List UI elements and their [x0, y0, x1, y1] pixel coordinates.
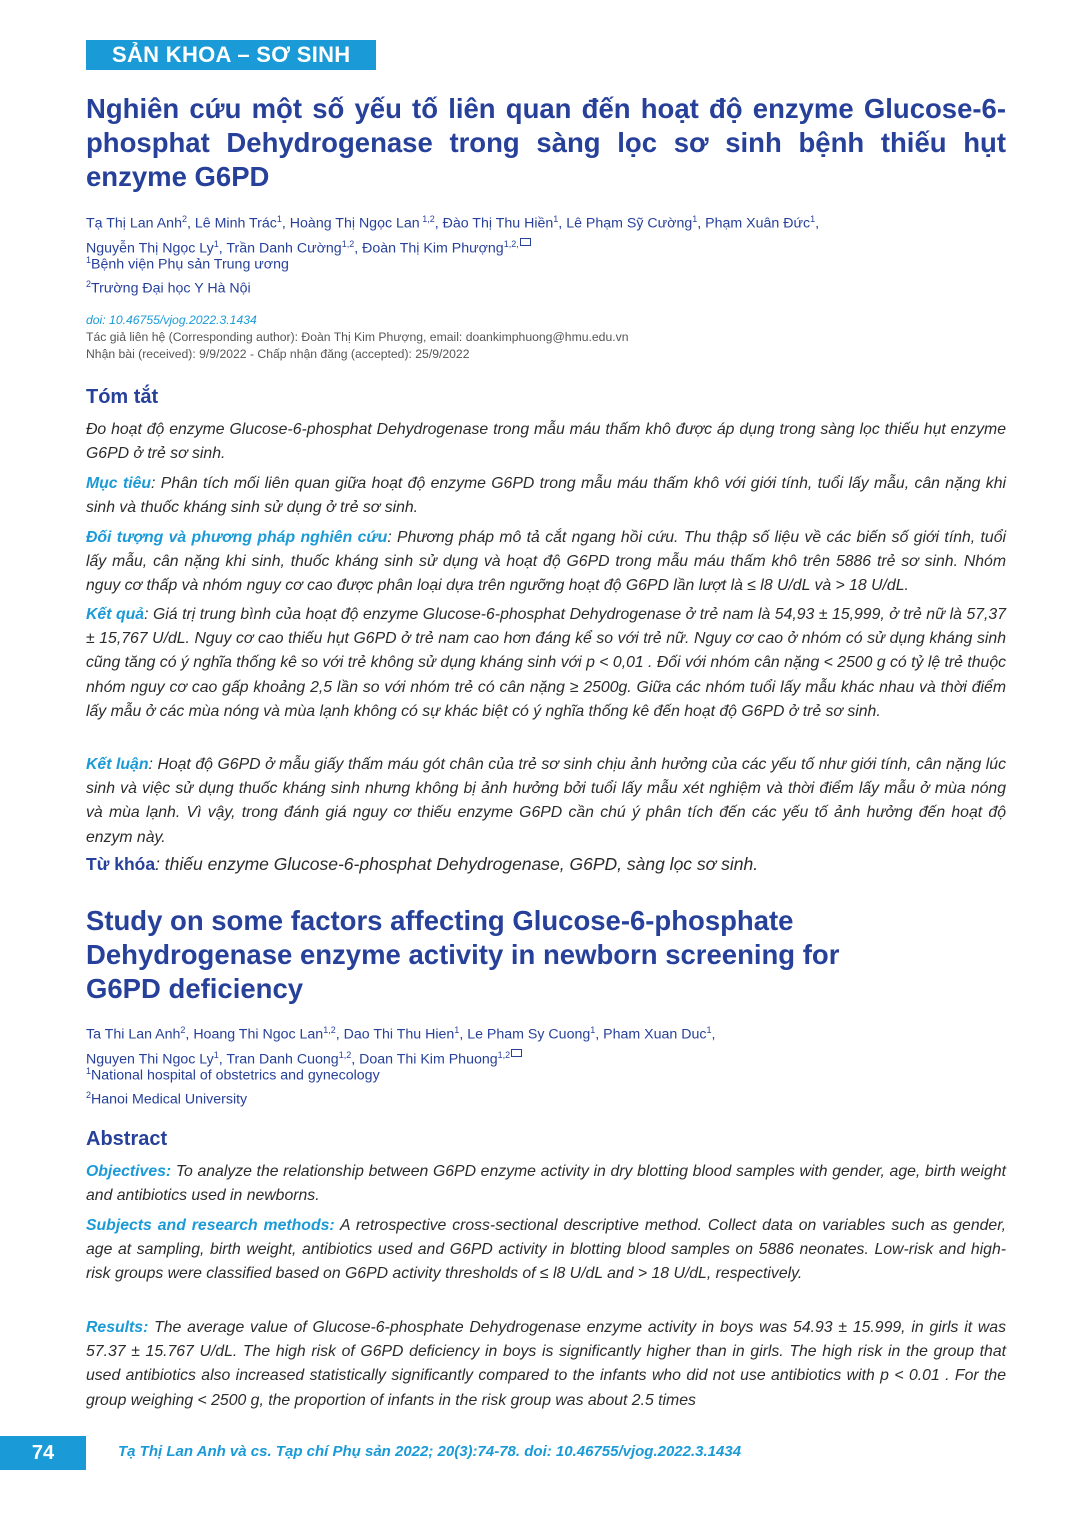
objectives-label: Mục tiêu — [86, 475, 152, 492]
affiliation: $^1$Bệnh viện Phụ sản Trung ương — [86, 255, 289, 273]
author-name: Nguyen Thi Ngoc Ly — [86, 1051, 214, 1068]
keywords-vn: Từ khóa: thiếu enzyme Glucose-6-phosphat Dehydrogenase, G6PD, sàng lọc sơ sinh. — [86, 854, 759, 874]
affiliation-list-en — [86, 1062, 380, 1109]
author-affiliation-sup: 1 — [454, 1025, 460, 1035]
author-affiliation-sup: 1 — [276, 214, 282, 224]
author-affiliation-sup: 1 — [213, 238, 219, 249]
affiliation: $^1$National hospital of obstetrics and gynecology — [86, 1066, 380, 1084]
abstract-heading-en: Abstract — [86, 1128, 168, 1150]
doi-link[interactable]: doi: 10.46755/vjog.2022.3.1434 — [86, 313, 257, 327]
objectives-paragraph-en: Objectives: To analyze the relationship between G6PD enzyme activity in dry blotting blood samples with gender, age, birth weight and antibiotics used in newborns. — [86, 1163, 1006, 1205]
intro-paragraph-vn: Đo hoạt độ enzyme Glucose-6-phosphat Dehydrogenase trong mẫu máu thấm khô được áp dụng trong sàng lọc thiếu hụt enzyme G6PD ở trẻ sơ sinh. — [86, 421, 1006, 463]
author-list-vn: Tạ Thị Lan Anh$^2$, Lê Minh Trác$^1$, Hoàng Thị Ngọc Lan $^{1,2}$, Đào Thị Thu Hiền$^1$, Lê Phạm Sỹ Cường$^1$, Phạm Xuân Đức$^1$, Nguyễn Thị Ngọc Ly$^1$, Trần Danh Cường$^{1,2}$, Đoàn Thị Kim Phượng$^{1,2,}$ — [86, 214, 820, 257]
keywords-label: Từ khóa — [86, 854, 156, 874]
author-name: Hoang Thi Ngoc Lan — [193, 1026, 324, 1043]
author-name: Tran Danh Cuong — [226, 1051, 339, 1068]
envelope-icon — [511, 1049, 522, 1057]
author-affiliation-sup: 1 — [692, 214, 698, 224]
abstract-heading-vn: Tóm tắt — [86, 386, 159, 408]
author-affiliation-sup: 1 — [213, 1049, 219, 1060]
corresponding-author: Tác giả liên hệ (Corresponding author): Đoàn Thị Kim Phượng, email: doankimphuong@hmu.edu.vn — [86, 330, 629, 344]
author-name: Doan Thi Kim Phuong — [359, 1051, 498, 1068]
author-affiliation-sup: 1 — [810, 214, 816, 224]
article-title-en: Study on some factors affecting Glucose-6-phosphate Dehydrogenase enzyme activity in newborn screening for G6PD deficiency — [86, 905, 840, 1004]
conclusion-label: Kết luận — [86, 756, 149, 773]
footer-citation: Tạ Thị Lan Anh và cs. Tạp chí Phụ sản 2022; 20(3):74-78. doi: 10.46755/vjog.2022.3.1434 — [118, 1443, 742, 1460]
author-name: Trần Danh Cường — [226, 240, 342, 257]
author-name: Lê Phạm Sỹ Cường — [566, 215, 693, 232]
results-paragraph-vn: Kết quả: Giá trị trung bình của hoạt độ enzyme Glucose-6-phosphat Dehydrogenase ở trẻ nam là 54,93 ± 15,999, ở trẻ nữ là 57,37 ± 15,767 U/dL. Nguy cơ cao thiếu hụt G6PD ở trẻ nam cao hơn đáng kể so với trẻ nữ. Nguy cơ cao ở nhóm có sử dụng kháng sinh cũng tăng có ý nghĩa thống kê so với trẻ không sử dụng kháng sinh với p < 0,01 . Đối với nhóm cân nặng < 2500 g có tỷ lệ trẻ thuộc nhóm nguy cơ cao gấp khoảng 2,5 lần so với nhóm trẻ có cân nặng ≥ 2500g. Giữa các nhóm tuổi lấy mẫu khác nhau và thời điểm lấy mẫu ở các mùa nóng và mùa lạnh không có sự khác biệt có ý nghĩa thống kê đến hoạt độ G6PD ở trẻ sơ sinh. — [86, 606, 1006, 720]
conclusion-paragraph-vn: Kết luận: Hoạt độ G6PD ở mẫu giấy thấm máu gót chân của trẻ sơ sinh chịu ảnh hưởng của các yếu tố như giới tính, cân nặng lúc sinh và việc sử dụng thuốc kháng sinh nhưng không bị ảnh hưởng bởi tuổi lấy mẫu xét nghiệm và thời điểm lấy mẫu ở mùa nóng và mùa lạnh. Vì vậy, trong đánh giá nguy cơ thiếu enzyme G6PD cần chú ý phân tích đến các yếu tố ảnh hưởng đến hoạt độ enzym này. — [86, 756, 1006, 846]
objectives-paragraph-vn: Mục tiêu: Phân tích mối liên quan giữa hoạt độ enzyme G6PD trong mẫu máu thấm khô với giới tính, tuổi lấy mẫu, cân nặng khi sinh và thuốc kháng sinh sử dụng ở trẻ sơ sinh. — [86, 475, 1006, 517]
author-affiliation-sup: 1,2 — [338, 1049, 352, 1060]
article-meta — [86, 312, 629, 363]
author-name: Tạ Thị Lan Anh — [86, 215, 182, 232]
author-affiliation-sup: 1,2 — [341, 238, 355, 249]
affiliation-list-vn — [86, 251, 289, 298]
results-label: Kết quả — [86, 606, 145, 623]
author-name: Nguyễn Thị Ngọc Ly — [86, 240, 214, 257]
author-affiliation-sup: 2 — [181, 214, 187, 224]
methods-paragraph-vn: Đối tượng và phương pháp nghiên cứu: Phương pháp mô tả cắt ngang hồi cứu. Thu thập số liệu về các biến số giới tính, tuổi lấy mẫu, cân nặng khi sinh, thuốc kháng sinh sử dụng và hoạt độ G6PD trong mẫu máu thấm khô trên 5886 trẻ sơ sinh. Nhóm nguy cơ thấp và nhóm nguy cơ cao được phân loại dựa trên ngưỡng hoạt độ G6PD lần lượt là ≤ l8 U/dL và > 18 U/dL. — [86, 529, 1006, 595]
methods-paragraph-en: Subjects and research methods: A retrospective cross-sectional descriptive method. Collect data on variables such as gender, age at sampling, birth weight, antibiotics used and G6PD activity in blotting blood samples on 5886 neonates. Low-risk and high-risk groups were classified based on G6PD activity thresholds of ≤ l8 U/dL and > 18 U/dL, respectively. — [86, 1217, 1006, 1283]
affiliation: $^2$Hanoi Medical University — [86, 1089, 248, 1108]
methods-label: Subjects and research methods: — [86, 1217, 335, 1234]
page-number: 74 — [0, 1436, 86, 1470]
author-name: Ta Thi Lan Anh — [86, 1026, 181, 1043]
author-affiliation-sup: 1,2 — [419, 214, 435, 224]
results-paragraph-en: Results: The average value of Glucose-6-phosphate Dehydrogenase enzyme activity in boys was 54.93 ± 15.999, in girls it was 57.37 ± 15.767 U/dL. The high risk of G6PD deficiency in boys is significantly higher than in girls. The high risk in the group that used antibiotics also increased statistically significantly compared to the infants who did not use antibiotics with p < 0.01 . For the group weighing < 2500 g, the proportion of infants in the risk group was about 2.5 times — [86, 1319, 1006, 1409]
received-accepted-dates: Nhận bài (received): 9/9/2022 - Chấp nhận đăng (accepted): 25/9/2022 — [86, 347, 470, 361]
methods-label: Đối tượng và phương pháp nghiên cứu — [86, 529, 388, 546]
author-list-en: Ta Thi Lan Anh$^2$, Hoang Thi Ngoc Lan$^{1,2}$, Dao Thi Thu Hien$^1$, Le Pham Sy Cuong$^1$, Pham Xuan Duc$^1$, Nguyen Thi Ngoc Ly$^1$, Tran Danh Cuong$^{1,2}$, Doan Thi Kim Phuong$^{1,2}$ — [86, 1025, 716, 1068]
author-affiliation-sup: 1,2 — [323, 1025, 336, 1035]
author-name: Hoàng Thị Ngọc Lan — [289, 215, 420, 232]
objectives-label: Objectives: — [86, 1163, 172, 1180]
author-name: Đoàn Thị Kim Phượng — [362, 240, 504, 257]
author-affiliation-sup: 2 — [180, 1025, 186, 1035]
author-name: Le Pham Sy Cuong — [467, 1026, 591, 1043]
author-affiliation-sup: 1 — [590, 1025, 596, 1035]
author-name: Phạm Xuân Đức — [705, 215, 811, 232]
author-affiliation-sup: 1,2, — [503, 238, 519, 249]
affiliation: $^2$Trường Đại học Y Hà Nội — [86, 278, 251, 297]
author-name: Dao Thi Thu Hien — [343, 1026, 455, 1043]
author-name: Pham Xuan Duc — [603, 1026, 707, 1043]
author-name: Lê Minh Trác — [194, 215, 277, 232]
envelope-icon — [520, 238, 531, 246]
article-title-vn: Nghiên cứu một số yếu tố liên quan đến hoạt độ enzyme Glucose-6-phosphat Dehydrogenase trong sàng lọc sơ sinh bệnh thiếu hụt enzyme G6PD — [86, 93, 1006, 192]
author-name: Đào Thị Thu Hiền — [442, 215, 554, 232]
author-affiliation-sup: 1 — [706, 1025, 712, 1035]
results-label: Results: — [86, 1319, 149, 1336]
author-affiliation-sup: 1 — [553, 214, 559, 224]
author-affiliation-sup: 1,2 — [497, 1049, 511, 1060]
section-tag: SẢN KHOA – SƠ SINH — [86, 40, 376, 70]
